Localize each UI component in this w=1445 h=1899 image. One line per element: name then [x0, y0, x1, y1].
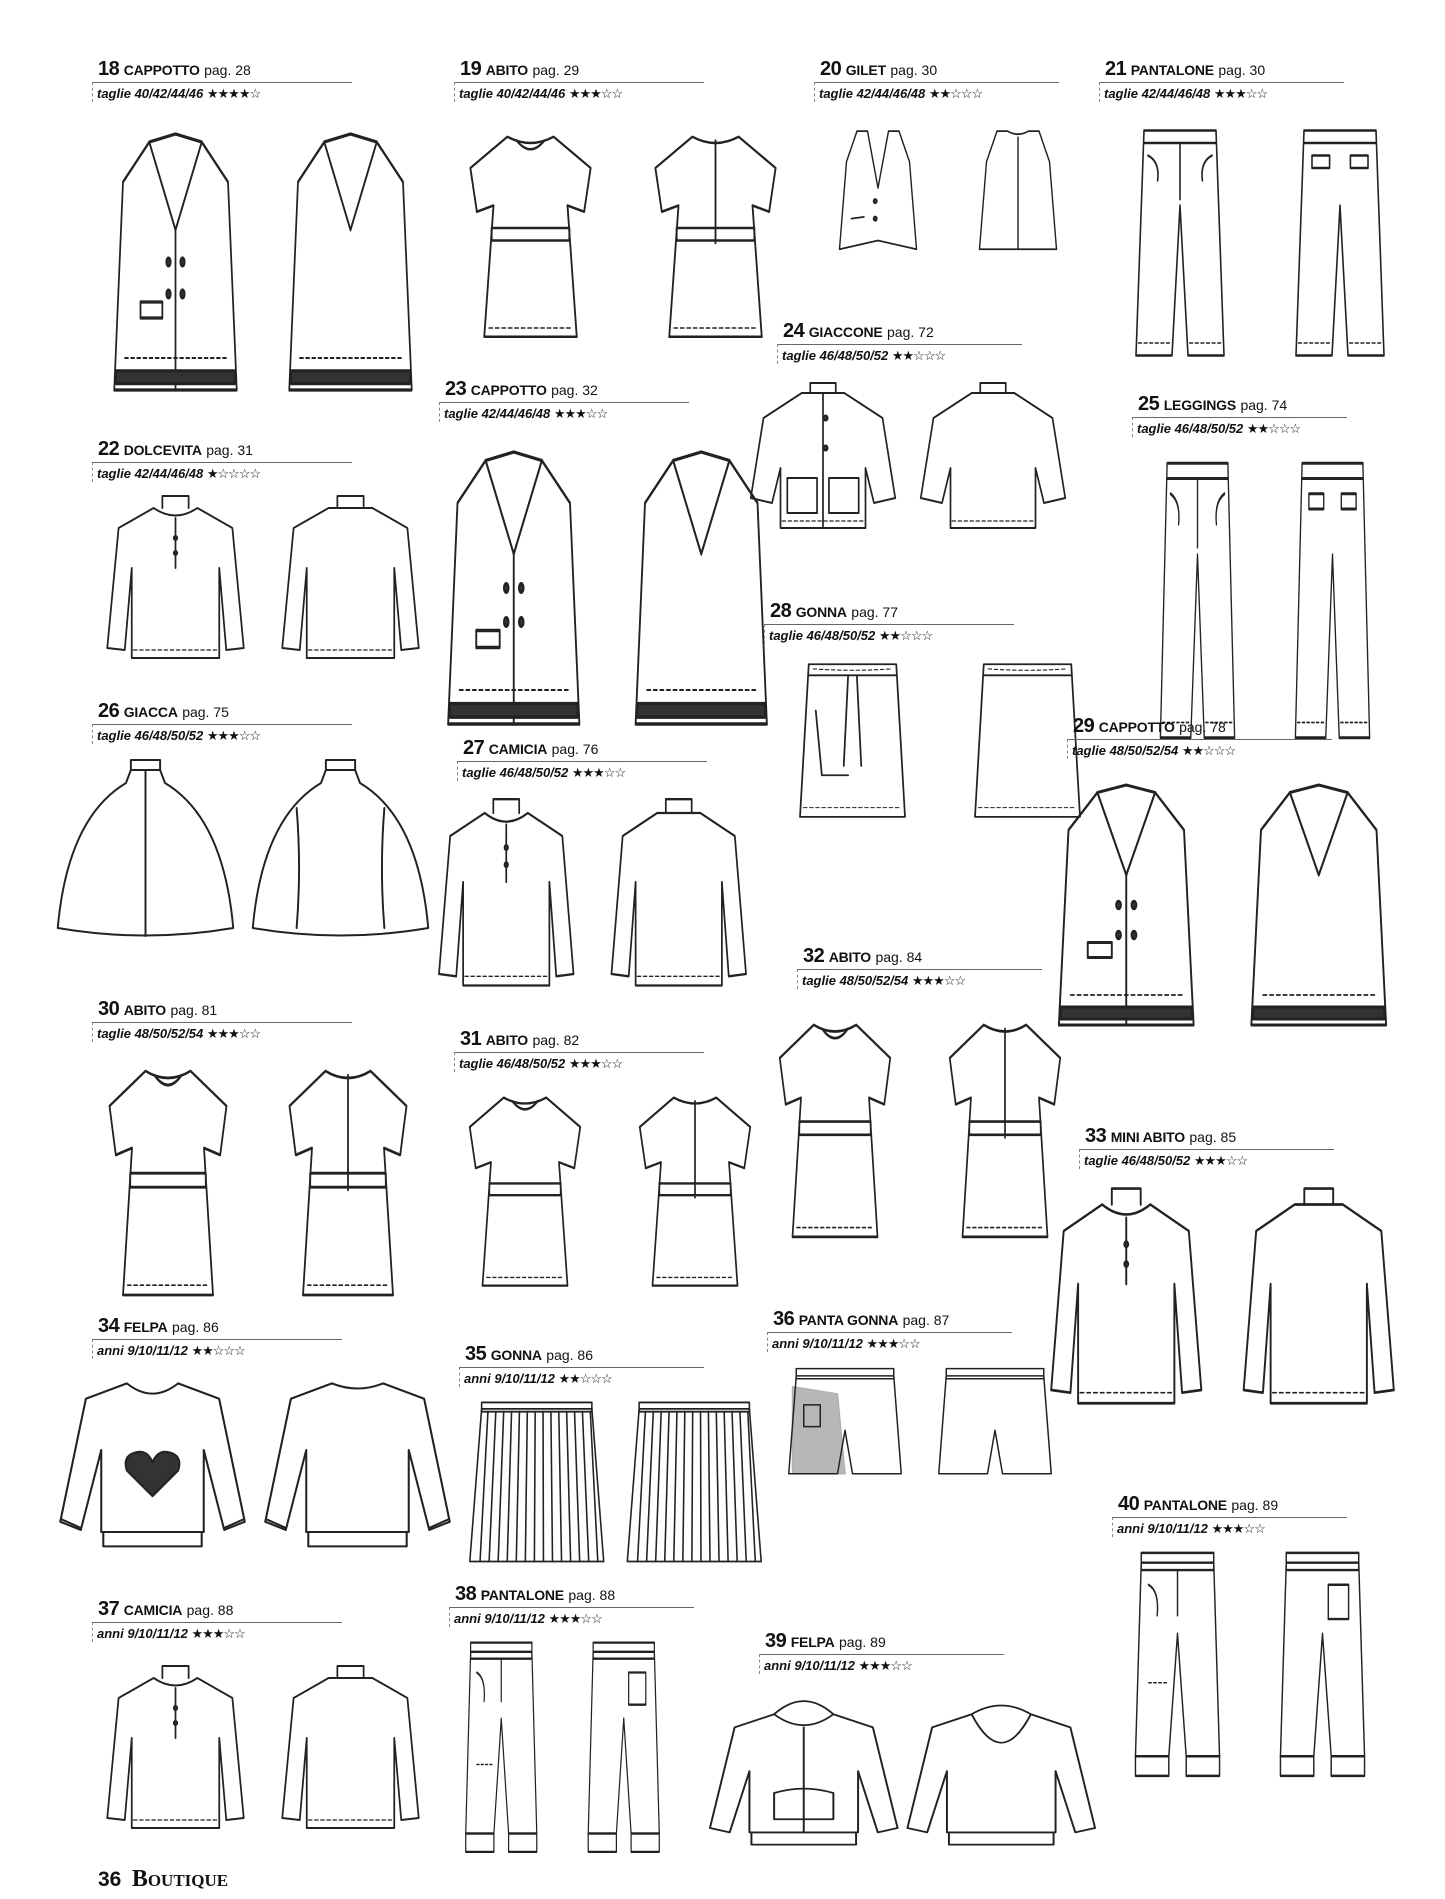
- item-header: [98, 438, 352, 462]
- item-name: ABITO: [828, 949, 872, 965]
- back-view: [1251, 785, 1386, 1025]
- pattern-item: [770, 600, 1014, 644]
- top-drawing: [88, 488, 438, 688]
- item-number: 34: [98, 1315, 120, 1337]
- jogger-drawing: [440, 1638, 685, 1868]
- item-name: GONNA: [490, 1347, 542, 1363]
- item-page-ref: pag. 85: [1189, 1129, 1237, 1145]
- item-number: 27: [463, 737, 485, 759]
- item-number: 22: [98, 438, 120, 460]
- item-number: 31: [460, 1028, 482, 1050]
- item-name: CAMICIA: [488, 741, 548, 757]
- back-view: [588, 1643, 659, 1852]
- item-sizes: [1067, 739, 1332, 759]
- back-view: [282, 1666, 419, 1828]
- back-view: [939, 1369, 1052, 1474]
- item-sizes: [797, 969, 1042, 989]
- difficulty-stars: ★★☆☆☆: [1246, 421, 1301, 436]
- item-page-ref: pag. 29: [532, 62, 580, 78]
- item-name: PANTA GONNA: [798, 1312, 899, 1328]
- difficulty-stars: ★★☆☆☆: [191, 1343, 245, 1358]
- item-number: 21: [1105, 58, 1127, 80]
- size-range: taglie 40/42/44/46: [459, 86, 566, 101]
- item-name: LEGGINGS: [1163, 397, 1236, 413]
- difficulty-stars: ★☆☆☆☆: [206, 466, 261, 481]
- difficulty-stars: ★★★☆☆: [206, 1026, 261, 1041]
- front-view: [114, 134, 237, 390]
- back-view: [640, 1098, 751, 1286]
- item-sizes: [454, 1052, 704, 1072]
- difficulty-stars: ★★★☆☆: [553, 406, 608, 421]
- item-page-ref: pag. 82: [532, 1032, 580, 1048]
- item-page-ref: pag. 81: [170, 1002, 218, 1018]
- item-sizes: [459, 1367, 704, 1387]
- item-number: 37: [98, 1598, 120, 1620]
- item-number: 29: [1073, 715, 1095, 737]
- item-number: 24: [783, 320, 805, 342]
- item-number: 30: [98, 998, 120, 1020]
- difficulty-stars: ★★☆☆☆: [878, 628, 933, 643]
- size-range: taglie 46/48/50/52: [782, 348, 889, 363]
- item-sizes: [1099, 82, 1344, 102]
- item-name: ABITO: [485, 1032, 529, 1048]
- pattern-item: [1073, 715, 1332, 759]
- pants-drawing: [1130, 448, 1400, 753]
- item-number: 20: [820, 58, 842, 80]
- item-header: [1085, 1125, 1334, 1149]
- item-name: CAPPOTTO: [1098, 719, 1175, 735]
- item-header: [460, 58, 704, 82]
- difficulty-stars: ★★★☆☆: [571, 765, 626, 780]
- size-range: anni 9/10/11/12: [464, 1371, 555, 1386]
- item-page-ref: pag. 84: [875, 949, 923, 965]
- pattern-item: [98, 438, 352, 482]
- front-view: [466, 1643, 537, 1852]
- item-number: 39: [765, 1630, 787, 1652]
- front-view: [1051, 1189, 1201, 1404]
- front-view: [439, 799, 574, 985]
- item-name: GIACCONE: [808, 324, 883, 340]
- pattern-item: [783, 320, 1022, 364]
- item-header: [820, 58, 1059, 82]
- item-sizes: [777, 344, 1022, 364]
- back-view: [265, 1383, 450, 1546]
- front-view: [751, 383, 896, 528]
- back-view: [921, 383, 1066, 528]
- back-view: [627, 1402, 761, 1561]
- item-header: [98, 58, 352, 82]
- item-page-ref: pag. 32: [551, 382, 598, 398]
- pattern-item: [98, 1315, 342, 1359]
- front-view: [470, 1098, 581, 1286]
- item-header: [98, 998, 352, 1022]
- front-view: [470, 137, 590, 337]
- pattern-item: [820, 58, 1059, 102]
- item-name: CAPPOTTO: [123, 62, 200, 78]
- item-page-ref: pag. 89: [839, 1634, 886, 1650]
- pattern-item: [98, 58, 352, 102]
- item-header: [465, 1343, 704, 1367]
- back-view: [1280, 1553, 1364, 1776]
- difficulty-stars: ★★★★☆: [206, 86, 261, 101]
- back-view: [611, 799, 746, 985]
- item-number: 33: [1085, 1125, 1107, 1147]
- item-number: 32: [803, 945, 825, 967]
- difficulty-stars: ★★★☆☆: [858, 1658, 912, 1673]
- size-range: anni 9/10/11/12: [454, 1611, 545, 1626]
- item-header: [770, 600, 1014, 624]
- pattern-item: [803, 945, 1042, 989]
- jogger-drawing: [1105, 1548, 1395, 1793]
- item-name: FELPA: [790, 1634, 835, 1650]
- item-header: [803, 945, 1042, 969]
- pattern-item: [1085, 1125, 1334, 1169]
- item-sizes: [759, 1654, 1004, 1674]
- size-range: taglie 42/44/46/48: [1104, 86, 1211, 101]
- back-view: [1244, 1189, 1394, 1404]
- item-name: PANTALONE: [480, 1587, 564, 1603]
- difficulty-stars: ★★★☆☆: [206, 728, 261, 743]
- item-page-ref: pag. 30: [1218, 62, 1266, 78]
- back-view: [907, 1706, 1095, 1845]
- item-sizes: [767, 1332, 1012, 1352]
- item-sizes: [92, 1339, 342, 1359]
- item-page-ref: pag. 76: [551, 741, 599, 757]
- pattern-item: [1118, 1493, 1347, 1537]
- size-range: anni 9/10/11/12: [764, 1658, 855, 1673]
- item-name: ABITO: [485, 62, 529, 78]
- hoodie-drawing: [705, 1688, 1100, 1863]
- front-view: [800, 664, 905, 817]
- pattern-item: [460, 1028, 704, 1072]
- item-header: [783, 320, 1022, 344]
- item-sizes: [92, 1022, 352, 1042]
- front-view: [448, 452, 579, 724]
- page-footer: [98, 1866, 228, 1893]
- item-header: [98, 1315, 342, 1339]
- front-view: [780, 1025, 891, 1237]
- size-range: anni 9/10/11/12: [772, 1336, 863, 1351]
- item-name: MINI ABITO: [1110, 1129, 1185, 1145]
- front-view: [1136, 131, 1224, 356]
- size-range: anni 9/10/11/12: [1117, 1521, 1208, 1536]
- item-page-ref: pag. 74: [1240, 397, 1288, 413]
- item-sizes: [454, 82, 704, 102]
- size-range: taglie 46/48/50/52: [459, 1056, 566, 1071]
- size-range: taglie 40/42/44/46: [97, 86, 204, 101]
- item-header: [463, 737, 707, 761]
- item-number: 19: [460, 58, 482, 80]
- item-number: 25: [1138, 393, 1160, 415]
- item-page-ref: pag. 89: [1231, 1497, 1279, 1513]
- item-header: [1073, 715, 1332, 739]
- size-range: taglie 46/48/50/52: [1084, 1153, 1191, 1168]
- size-range: anni 9/10/11/12: [97, 1343, 188, 1358]
- item-page-ref: pag. 88: [186, 1602, 234, 1618]
- item-number: 23: [445, 378, 467, 400]
- item-name: CAPPOTTO: [470, 382, 547, 398]
- size-range: taglie 46/48/50/52: [462, 765, 569, 780]
- item-header: [1118, 1493, 1347, 1517]
- cape-drawing: [48, 758, 438, 958]
- item-number: 38: [455, 1583, 477, 1605]
- pattern-item: [765, 1630, 1004, 1674]
- difficulty-stars: ★★★☆☆: [866, 1336, 920, 1351]
- item-sizes: [439, 402, 689, 422]
- size-range: taglie 48/50/52/54: [1072, 743, 1179, 758]
- size-range: taglie 46/48/50/52: [97, 728, 204, 743]
- item-name: DOLCEVITA: [123, 442, 202, 458]
- back-view: [289, 134, 412, 390]
- size-range: taglie 42/44/46/48: [819, 86, 926, 101]
- difficulty-stars: ★★★☆☆: [568, 1056, 623, 1071]
- item-number: 36: [773, 1308, 795, 1330]
- item-header: [460, 1028, 704, 1052]
- item-page-ref: pag. 72: [887, 324, 934, 340]
- item-page-ref: pag. 86: [546, 1347, 593, 1363]
- back-view: [1296, 131, 1384, 356]
- front-view: [470, 1402, 604, 1561]
- front-view: [1135, 1553, 1219, 1776]
- top-drawing: [88, 1658, 438, 1858]
- difficulty-stars: ★★★☆☆: [1211, 1521, 1265, 1536]
- sweat-drawing: [50, 1368, 460, 1573]
- item-number: 26: [98, 700, 120, 722]
- back-view: [655, 137, 775, 337]
- item-page-ref: pag. 86: [172, 1319, 219, 1335]
- pattern-item: [773, 1308, 1012, 1352]
- front-view: [1160, 463, 1234, 738]
- difficulty-stars: ★★☆☆☆: [891, 348, 946, 363]
- item-page-ref: pag. 78: [1179, 719, 1226, 735]
- item-sizes: [92, 724, 352, 744]
- front-view: [1059, 785, 1194, 1025]
- item-number: 35: [465, 1343, 487, 1365]
- back-view: [1295, 463, 1369, 738]
- difficulty-stars: ★★★☆☆: [1193, 1153, 1248, 1168]
- difficulty-stars: ★★★☆☆: [568, 86, 623, 101]
- item-name: GIACCA: [123, 704, 178, 720]
- item-header: [455, 1583, 694, 1607]
- size-range: taglie 48/50/52/54: [802, 973, 909, 988]
- magazine-brand: Boutique: [131, 1866, 229, 1892]
- difficulty-stars: ★★☆☆☆: [928, 86, 983, 101]
- item-sizes: [92, 462, 352, 482]
- item-page-ref: pag. 30: [890, 62, 938, 78]
- front-view: [710, 1701, 898, 1845]
- item-sizes: [764, 624, 1014, 644]
- top-drawing: [420, 790, 765, 1020]
- front-view: [60, 1383, 245, 1546]
- top-drawing: [1030, 1178, 1415, 1443]
- item-page-ref: pag. 87: [902, 1312, 950, 1328]
- shorts-drawing: [770, 1365, 1070, 1510]
- size-range: taglie 46/48/50/52: [1137, 421, 1244, 436]
- back-view: [290, 1071, 407, 1295]
- item-name: ABITO: [123, 1002, 167, 1018]
- item-header: [773, 1308, 1012, 1332]
- front-view: [58, 760, 234, 936]
- item-name: CAMICIA: [123, 1602, 183, 1618]
- dress-drawing: [78, 1050, 438, 1330]
- dress-drawing: [440, 1080, 780, 1315]
- item-number: 18: [98, 58, 120, 80]
- size-range: anni 9/10/11/12: [97, 1626, 188, 1641]
- item-name: GILET: [845, 62, 886, 78]
- difficulty-stars: ★★★☆☆: [911, 973, 966, 988]
- item-sizes: [1112, 1517, 1347, 1537]
- item-header: [765, 1630, 1004, 1654]
- item-sizes: [814, 82, 1059, 102]
- item-name: FELPA: [123, 1319, 168, 1335]
- item-name: PANTALONE: [1143, 1497, 1227, 1513]
- pattern-item: [98, 700, 352, 744]
- item-sizes: [1132, 417, 1347, 437]
- item-page-ref: pag. 75: [182, 704, 229, 720]
- jacket-drawing: [738, 378, 1078, 578]
- item-header: [1138, 393, 1347, 417]
- item-sizes: [92, 1622, 342, 1642]
- back-view: [282, 496, 419, 658]
- back-view: [253, 760, 429, 936]
- front-view: [107, 496, 244, 658]
- item-number: 40: [1118, 1493, 1140, 1515]
- page-number: 36: [98, 1868, 122, 1891]
- difficulty-stars: ★★☆☆☆: [558, 1371, 612, 1386]
- back-view: [980, 131, 1057, 249]
- item-sizes: [457, 761, 707, 781]
- difficulty-stars: ★★★☆☆: [1213, 86, 1268, 101]
- item-name: GONNA: [795, 604, 847, 620]
- item-name: PANTALONE: [1130, 62, 1214, 78]
- coat-drawing: [88, 118, 438, 438]
- difficulty-stars: ★★★☆☆: [548, 1611, 602, 1626]
- size-range: taglie 48/50/52/54: [97, 1026, 204, 1041]
- pattern-item: [465, 1343, 704, 1387]
- pleat-drawing: [458, 1395, 773, 1580]
- pattern-item: [463, 737, 707, 781]
- pattern-item: [1138, 393, 1347, 437]
- pattern-item: [98, 1598, 342, 1642]
- pattern-item: [1105, 58, 1344, 102]
- front-view: [107, 1666, 244, 1828]
- item-page-ref: pag. 28: [204, 62, 251, 78]
- item-header: [98, 1598, 342, 1622]
- item-header: [98, 700, 352, 724]
- item-page-ref: pag. 88: [568, 1587, 616, 1603]
- pattern-item: [445, 378, 689, 422]
- pattern-item: [460, 58, 704, 102]
- item-sizes: [1079, 1149, 1334, 1169]
- vest-drawing: [808, 118, 1088, 293]
- item-page-ref: pag. 31: [206, 442, 253, 458]
- pants-drawing: [1100, 118, 1420, 368]
- size-range: taglie 42/44/46/48: [444, 406, 551, 421]
- size-range: taglie 42/44/46/48: [97, 466, 204, 481]
- difficulty-stars: ★★★☆☆: [191, 1626, 245, 1641]
- item-header: [445, 378, 689, 402]
- front-view: [110, 1071, 227, 1295]
- difficulty-stars: ★★☆☆☆: [1181, 743, 1236, 758]
- front-view: [789, 1369, 902, 1474]
- item-header: [1105, 58, 1344, 82]
- item-sizes: [449, 1607, 694, 1627]
- size-range: taglie 46/48/50/52: [769, 628, 876, 643]
- item-number: 28: [770, 600, 792, 622]
- item-page-ref: pag. 77: [851, 604, 898, 620]
- dress-drawing: [438, 118, 808, 368]
- pattern-item: [455, 1583, 694, 1627]
- item-sizes: [92, 82, 352, 102]
- front-view: [840, 131, 917, 249]
- pattern-item: [98, 998, 352, 1042]
